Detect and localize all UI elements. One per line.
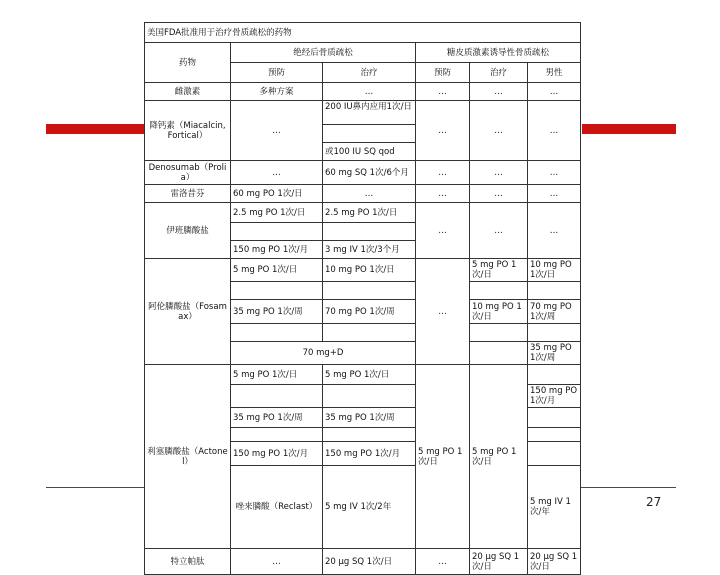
drug-name-alendronate: 阿伦膦酸盐（Fosamax） [145,259,231,365]
table-cell: 35 mg PO 1次/周 [231,408,323,428]
table-cell [231,324,323,342]
table-cell: … [528,83,581,101]
table-cell [528,428,581,442]
table-cell [231,223,323,241]
table-cell [528,442,581,466]
osteoporosis-drug-table [144,22,581,575]
header-male: 男性 [528,63,581,83]
table-cell: 5 mg PO 1次/日 [231,259,323,282]
table-cell: … [323,185,416,203]
header-glucocorticoid: 糖皮质激素诱导性骨质疏松 [416,43,581,63]
table-cell [528,282,581,300]
table-cell: 5 mg PO 1次/日 [323,365,416,385]
table-cell: … [416,549,470,575]
drug-name-teriparatide: 特立帕肽 [145,549,231,575]
table-cell [323,324,416,342]
table-cell [470,324,528,342]
table-cell: 150 mg PO 1次/月 [231,442,323,466]
table-cell [231,428,323,442]
table-cell: 或100 IU SQ qod [323,143,416,161]
table-cell: … [416,259,470,365]
table-cell [470,342,528,365]
drug-name-ibandronate: 伊班膦酸盐 [145,203,231,259]
table-cell [323,125,416,143]
drug-name-calcitonin: 降钙素（Miacalcin,Fortical） [145,101,231,161]
table-cell: … [416,83,470,101]
table-cell: … [528,101,581,161]
accent-bar-left [46,124,146,134]
table-cell: … [416,161,470,185]
table-cell: 35 mg PO 1次/周 [231,300,323,324]
table-cell: … [231,101,323,161]
table-cell: 60 mg PO 1次/日 [231,185,323,203]
table-cell: … [470,161,528,185]
table-cell: … [416,185,470,203]
table-cell: 70 mg PO 1次/周 [323,300,416,324]
table-cell [231,282,323,300]
table-cell [470,282,528,300]
drug-name-risedronate: 利塞膦酸盐（Actonel） [145,365,231,549]
table-cell [231,385,323,408]
table-cell: 20 μg SQ 1次/日 [323,549,416,575]
drug-name-denosumab: Denosumab（Prolia） [145,161,231,185]
table-cell: 70 mg PO 1次/周 [528,300,581,324]
table-cell: 10 mg PO 1次/日 [470,300,528,324]
header-gc-treatment: 治疗 [470,63,528,83]
drug-name-raloxifene: 雷洛昔芬 [145,185,231,203]
table-cell [528,324,581,342]
table-cell: 150 mg PO 1次/月 [323,442,416,466]
table-cell [528,408,581,428]
table-cell: 5 mg IV 1次/2年 [323,466,416,549]
header-drug: 药物 [145,43,231,83]
table-cell: 多种方案 [231,83,323,101]
table-cell: 70 mg+D [231,342,416,365]
header-prevention: 预防 [231,63,323,83]
table-cell: … [528,161,581,185]
table-cell: … [416,203,470,259]
table-cell [528,365,581,385]
table-cell: … [470,83,528,101]
table-cell: 5 mg PO 1次/日 [470,365,528,549]
table-cell: … [231,549,323,575]
table-cell: 5 mg PO 1次/日 [231,365,323,385]
table-cell: 2.5 mg PO 1次/日 [323,203,416,223]
table-cell: 5 mg IV 1次/年 [528,466,581,549]
table-cell: 20 μg SQ 1次/日 [528,549,581,575]
table-cell: … [470,203,528,259]
table-cell: 3 mg IV 1次/3个月 [323,241,416,259]
table-cell: 35 mg PO 1次/周 [323,408,416,428]
table-cell: 150 mg PO 1次/月 [528,385,581,408]
table-cell: … [416,101,470,161]
table-cell: … [528,203,581,259]
table-cell: 5 mg PO 1次/日 [470,259,528,282]
table-cell: 10 mg PO 1次/日 [323,259,416,282]
table-cell: … [470,185,528,203]
table-cell [323,428,416,442]
table-title: 美国FDA批准用于治疗骨质疏松的药物 [145,23,581,43]
header-postmenopausal: 绝经后骨质疏松 [231,43,416,63]
page-number: 27 [646,495,662,509]
table-cell: 200 IU鼻内应用1次/日 [323,101,416,125]
table-cell: 60 mg SQ 1次/6个月 [323,161,416,185]
table-cell: … [528,185,581,203]
accent-bar-right [582,124,676,134]
header-treatment: 治疗 [323,63,416,83]
table-cell: 35 mg PO 1次/周 [528,342,581,365]
table-cell [323,282,416,300]
drug-name-estrogen: 雌激素 [145,83,231,101]
table-cell: 2.5 mg PO 1次/日 [231,203,323,223]
drug-name-zoledronic: 唑来膦酸（Reclast） [231,466,323,549]
table-cell: … [470,101,528,161]
table-cell: 150 mg PO 1次/月 [231,241,323,259]
table-cell: … [323,83,416,101]
table-cell: 5 mg PO 1次/日 [416,365,470,549]
table-cell: 10 mg PO 1次/日 [528,259,581,282]
table-cell: 20 μg SQ 1次/日 [470,549,528,575]
table-cell: … [231,161,323,185]
header-gc-prevention: 预防 [416,63,470,83]
table-cell [323,223,416,241]
table-cell [323,385,416,408]
